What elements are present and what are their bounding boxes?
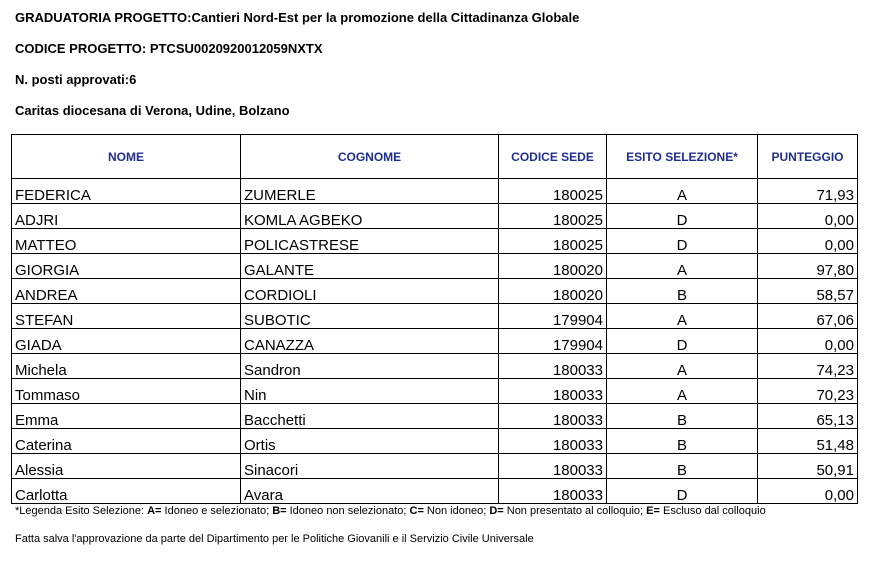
table-row (12, 304, 858, 329)
cell-cognome: Sinacori (241, 454, 499, 479)
cell-codice-sede: 180033 (499, 404, 607, 429)
table-row (12, 479, 858, 504)
column-header-cognome: COGNOME (241, 135, 499, 179)
legend-text-e: Escluso dal colloquio (659, 505, 766, 517)
table-row (12, 229, 858, 254)
legend-key-a: A= (147, 505, 162, 517)
cell-nome: Tommaso (12, 379, 241, 404)
column-header-nome: NOME (12, 135, 241, 179)
legend-key-c: C= (409, 505, 424, 517)
cell-punteggio: 0,00 (758, 479, 858, 504)
table-row (12, 354, 858, 379)
table-row (12, 404, 858, 429)
cell-esito: A (607, 179, 758, 204)
cell-nome: ADJRI (12, 204, 241, 229)
table-row (12, 254, 858, 279)
cell-cognome: Nin (241, 379, 499, 404)
cell-cognome: Ortis (241, 429, 499, 454)
cell-cognome: CANAZZA (241, 329, 499, 354)
cell-punteggio: 51,48 (758, 429, 858, 454)
cell-punteggio: 70,23 (758, 379, 858, 404)
cell-esito: A (607, 254, 758, 279)
table-row (12, 429, 858, 454)
column-header-esito-selezione: ESITO SELEZIONE* (607, 135, 758, 179)
cell-punteggio: 58,57 (758, 279, 858, 304)
cell-cognome: KOMLA AGBEKO (241, 204, 499, 229)
legend-text-d: Non presentato al colloquio; (503, 505, 647, 517)
cell-esito: A (607, 304, 758, 329)
cell-punteggio: 0,00 (758, 204, 858, 229)
table-row (12, 279, 858, 304)
cell-codice-sede: 179904 (499, 329, 607, 354)
cell-nome: Alessia (12, 454, 241, 479)
cell-nome: GIADA (12, 329, 241, 354)
cell-codice-sede: 180033 (499, 429, 607, 454)
table-header-row (12, 135, 858, 179)
cell-codice-sede: 180020 (499, 279, 607, 304)
cell-esito: B (607, 279, 758, 304)
cell-codice-sede: 180025 (499, 204, 607, 229)
legend-text-a: Idoneo e selezionato; (161, 505, 273, 517)
entity-name: Caritas diocesana di Verona, Udine, Bolzano (15, 103, 290, 118)
cell-esito: B (607, 429, 758, 454)
cell-esito: A (607, 354, 758, 379)
cell-nome: Caterina (12, 429, 241, 454)
selection-legend (15, 505, 766, 518)
legend-key-b: B= (272, 505, 287, 517)
cell-punteggio: 97,80 (758, 254, 858, 279)
cell-codice-sede: 180025 (499, 229, 607, 254)
column-header-codice-sede: CODICE SEDE (499, 135, 607, 179)
cell-codice-sede: 180033 (499, 379, 607, 404)
cell-punteggio: 0,00 (758, 229, 858, 254)
cell-esito: D (607, 479, 758, 504)
cell-punteggio: 0,00 (758, 329, 858, 354)
ranking-table (11, 134, 858, 504)
table-row (12, 179, 858, 204)
cell-nome: GIORGIA (12, 254, 241, 279)
cell-codice-sede: 180020 (499, 254, 607, 279)
column-header-punteggio: PUNTEGGIO (758, 135, 858, 179)
cell-punteggio: 65,13 (758, 404, 858, 429)
cell-cognome: Bacchetti (241, 404, 499, 429)
cell-cognome: ZUMERLE (241, 179, 499, 204)
cell-cognome: CORDIOLI (241, 279, 499, 304)
legend-prefix: *Legenda Esito Selezione: (15, 505, 148, 517)
cell-nome: MATTEO (12, 229, 241, 254)
cell-codice-sede: 179904 (499, 304, 607, 329)
legend-text-b: Idoneo non selezionato; (286, 505, 410, 517)
approval-note: Fatta salva l'approvazione da parte del Dipartimento per le Politiche Giovanili e il Servizio Civile Universale (15, 533, 534, 545)
cell-cognome: Avara (241, 479, 499, 504)
cell-cognome: SUBOTIC (241, 304, 499, 329)
cell-esito: D (607, 229, 758, 254)
cell-punteggio: 71,93 (758, 179, 858, 204)
legend-text-c: Non idoneo; (423, 505, 490, 517)
cell-esito: B (607, 454, 758, 479)
legend-key-e: E= (646, 505, 660, 517)
cell-esito: D (607, 204, 758, 229)
cell-esito: A (607, 379, 758, 404)
cell-nome: Emma (12, 404, 241, 429)
cell-cognome: GALANTE (241, 254, 499, 279)
cell-codice-sede: 180025 (499, 179, 607, 204)
cell-codice-sede: 180033 (499, 479, 607, 504)
cell-cognome: Sandron (241, 354, 499, 379)
table-row (12, 454, 858, 479)
table-row (12, 329, 858, 354)
cell-nome: ANDREA (12, 279, 241, 304)
cell-nome: Michela (12, 354, 241, 379)
cell-esito: B (607, 404, 758, 429)
cell-punteggio: 50,91 (758, 454, 858, 479)
cell-nome: Carlotta (12, 479, 241, 504)
project-code: CODICE PROGETTO: PTCSU0020920012059NXTX (15, 41, 323, 56)
cell-codice-sede: 180033 (499, 354, 607, 379)
cell-cognome: POLICASTRESE (241, 229, 499, 254)
cell-nome: FEDERICA (12, 179, 241, 204)
cell-punteggio: 74,23 (758, 354, 858, 379)
cell-nome: STEFAN (12, 304, 241, 329)
approved-posts: N. posti approvati:6 (15, 72, 137, 87)
table-row (12, 379, 858, 404)
legend-key-d: D= (489, 505, 504, 517)
project-title: GRADUATORIA PROGETTO:Cantieri Nord-Est per la promozione della Cittadinanza Globale (15, 10, 580, 25)
table-row (12, 204, 858, 229)
cell-punteggio: 67,06 (758, 304, 858, 329)
cell-esito: D (607, 329, 758, 354)
cell-codice-sede: 180033 (499, 454, 607, 479)
